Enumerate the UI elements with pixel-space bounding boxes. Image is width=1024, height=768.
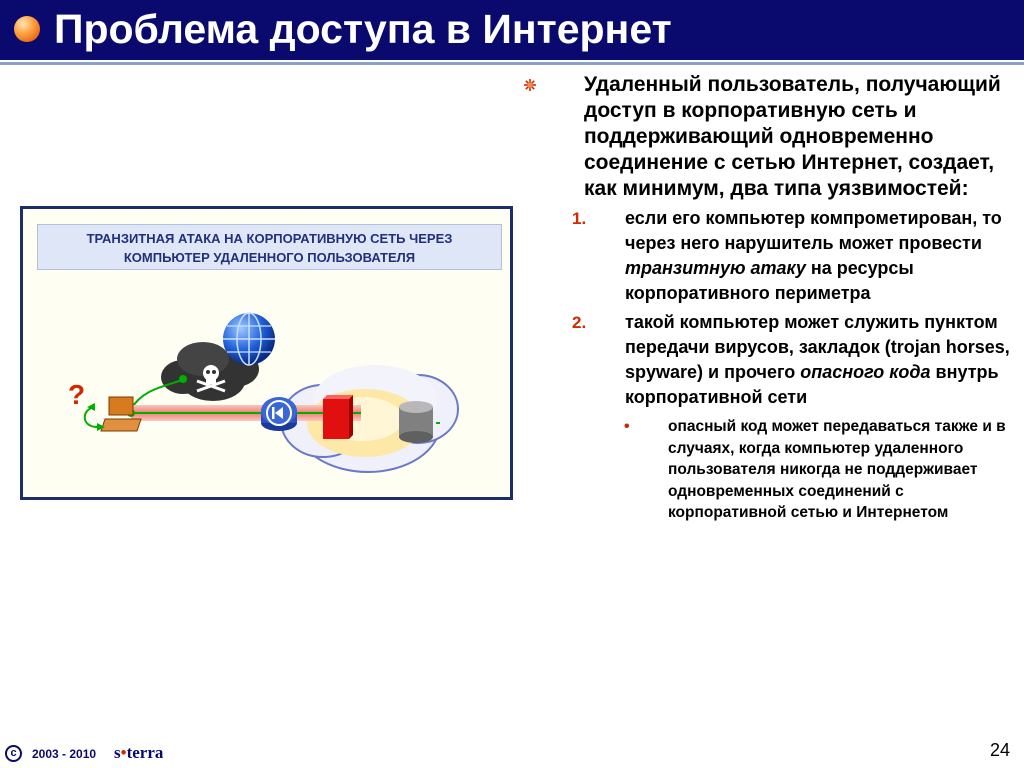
title-bar bbox=[0, 0, 1024, 60]
network-diagram bbox=[23, 209, 510, 497]
numbered-list bbox=[520, 206, 1020, 524]
slide-content bbox=[520, 72, 1020, 524]
sub-list-item-text: опасный код может передаваться также и в случаях, когда компьютер удаленного пользователя никогда не поддерживает одновременных соединений с корпоративной сетью и Интернетом bbox=[668, 418, 1006, 521]
database-icon bbox=[399, 401, 433, 443]
list-item-text-after: внутрь корпоративной сети bbox=[625, 362, 999, 407]
footer-years: 2003 - 2010 bbox=[32, 747, 97, 761]
router-icon bbox=[261, 397, 297, 431]
list-item-text: такой компьютер может служить пунктом передачи вирусов, закладок (trojan horses, spyware) и прочего bbox=[625, 312, 1010, 382]
list-item bbox=[520, 310, 1020, 410]
list-item-number: 2. bbox=[572, 313, 587, 332]
figure-caption-line2: КОМПЬЮТЕР УДАЛЕННОГО ПОЛЬЗОВАТЕЛЯ bbox=[123, 250, 416, 265]
list-item-emphasis: опасного кода bbox=[800, 362, 931, 382]
title-bullet-icon bbox=[14, 16, 40, 42]
company-logo: s•terra bbox=[114, 743, 164, 762]
sub-bullet-icon: • bbox=[624, 418, 630, 435]
slide-title: Проблема доступа в Интернет bbox=[54, 6, 672, 52]
attack-diagram-figure bbox=[20, 206, 513, 500]
list-item-text-after: на ресурсы корпоративного периметра bbox=[625, 258, 914, 303]
firewall-icon bbox=[323, 395, 353, 439]
question-mark: ? bbox=[68, 379, 86, 410]
list-item-text: если его компьютер компрометирован, то через него нарушитель может провести bbox=[625, 208, 1002, 253]
list-item bbox=[520, 206, 1020, 306]
list-item-emphasis: транзитную атаку bbox=[625, 258, 806, 278]
globe-icon bbox=[223, 313, 275, 365]
list-item-number: 1. bbox=[572, 209, 587, 228]
title-underline bbox=[0, 62, 1024, 65]
copyright-icon: c bbox=[5, 745, 22, 762]
starburst-bullet-icon bbox=[523, 78, 537, 92]
main-text: Удаленный пользователь, получающий доступ в корпоративную сеть и поддерживающий одновременно соединение с сетью Интернет, создает, как минимум, два типа уязвимостей: bbox=[584, 73, 1001, 200]
sub-list-item bbox=[520, 416, 1020, 524]
main-bullet-item bbox=[520, 72, 1020, 202]
figure-caption-line1: ТРАНЗИТНАЯ АТАКА НА КОРПОРАТИВНУЮ СЕТЬ ЧЕРЕЗ bbox=[86, 231, 453, 246]
page-number: 24 bbox=[990, 740, 1011, 760]
